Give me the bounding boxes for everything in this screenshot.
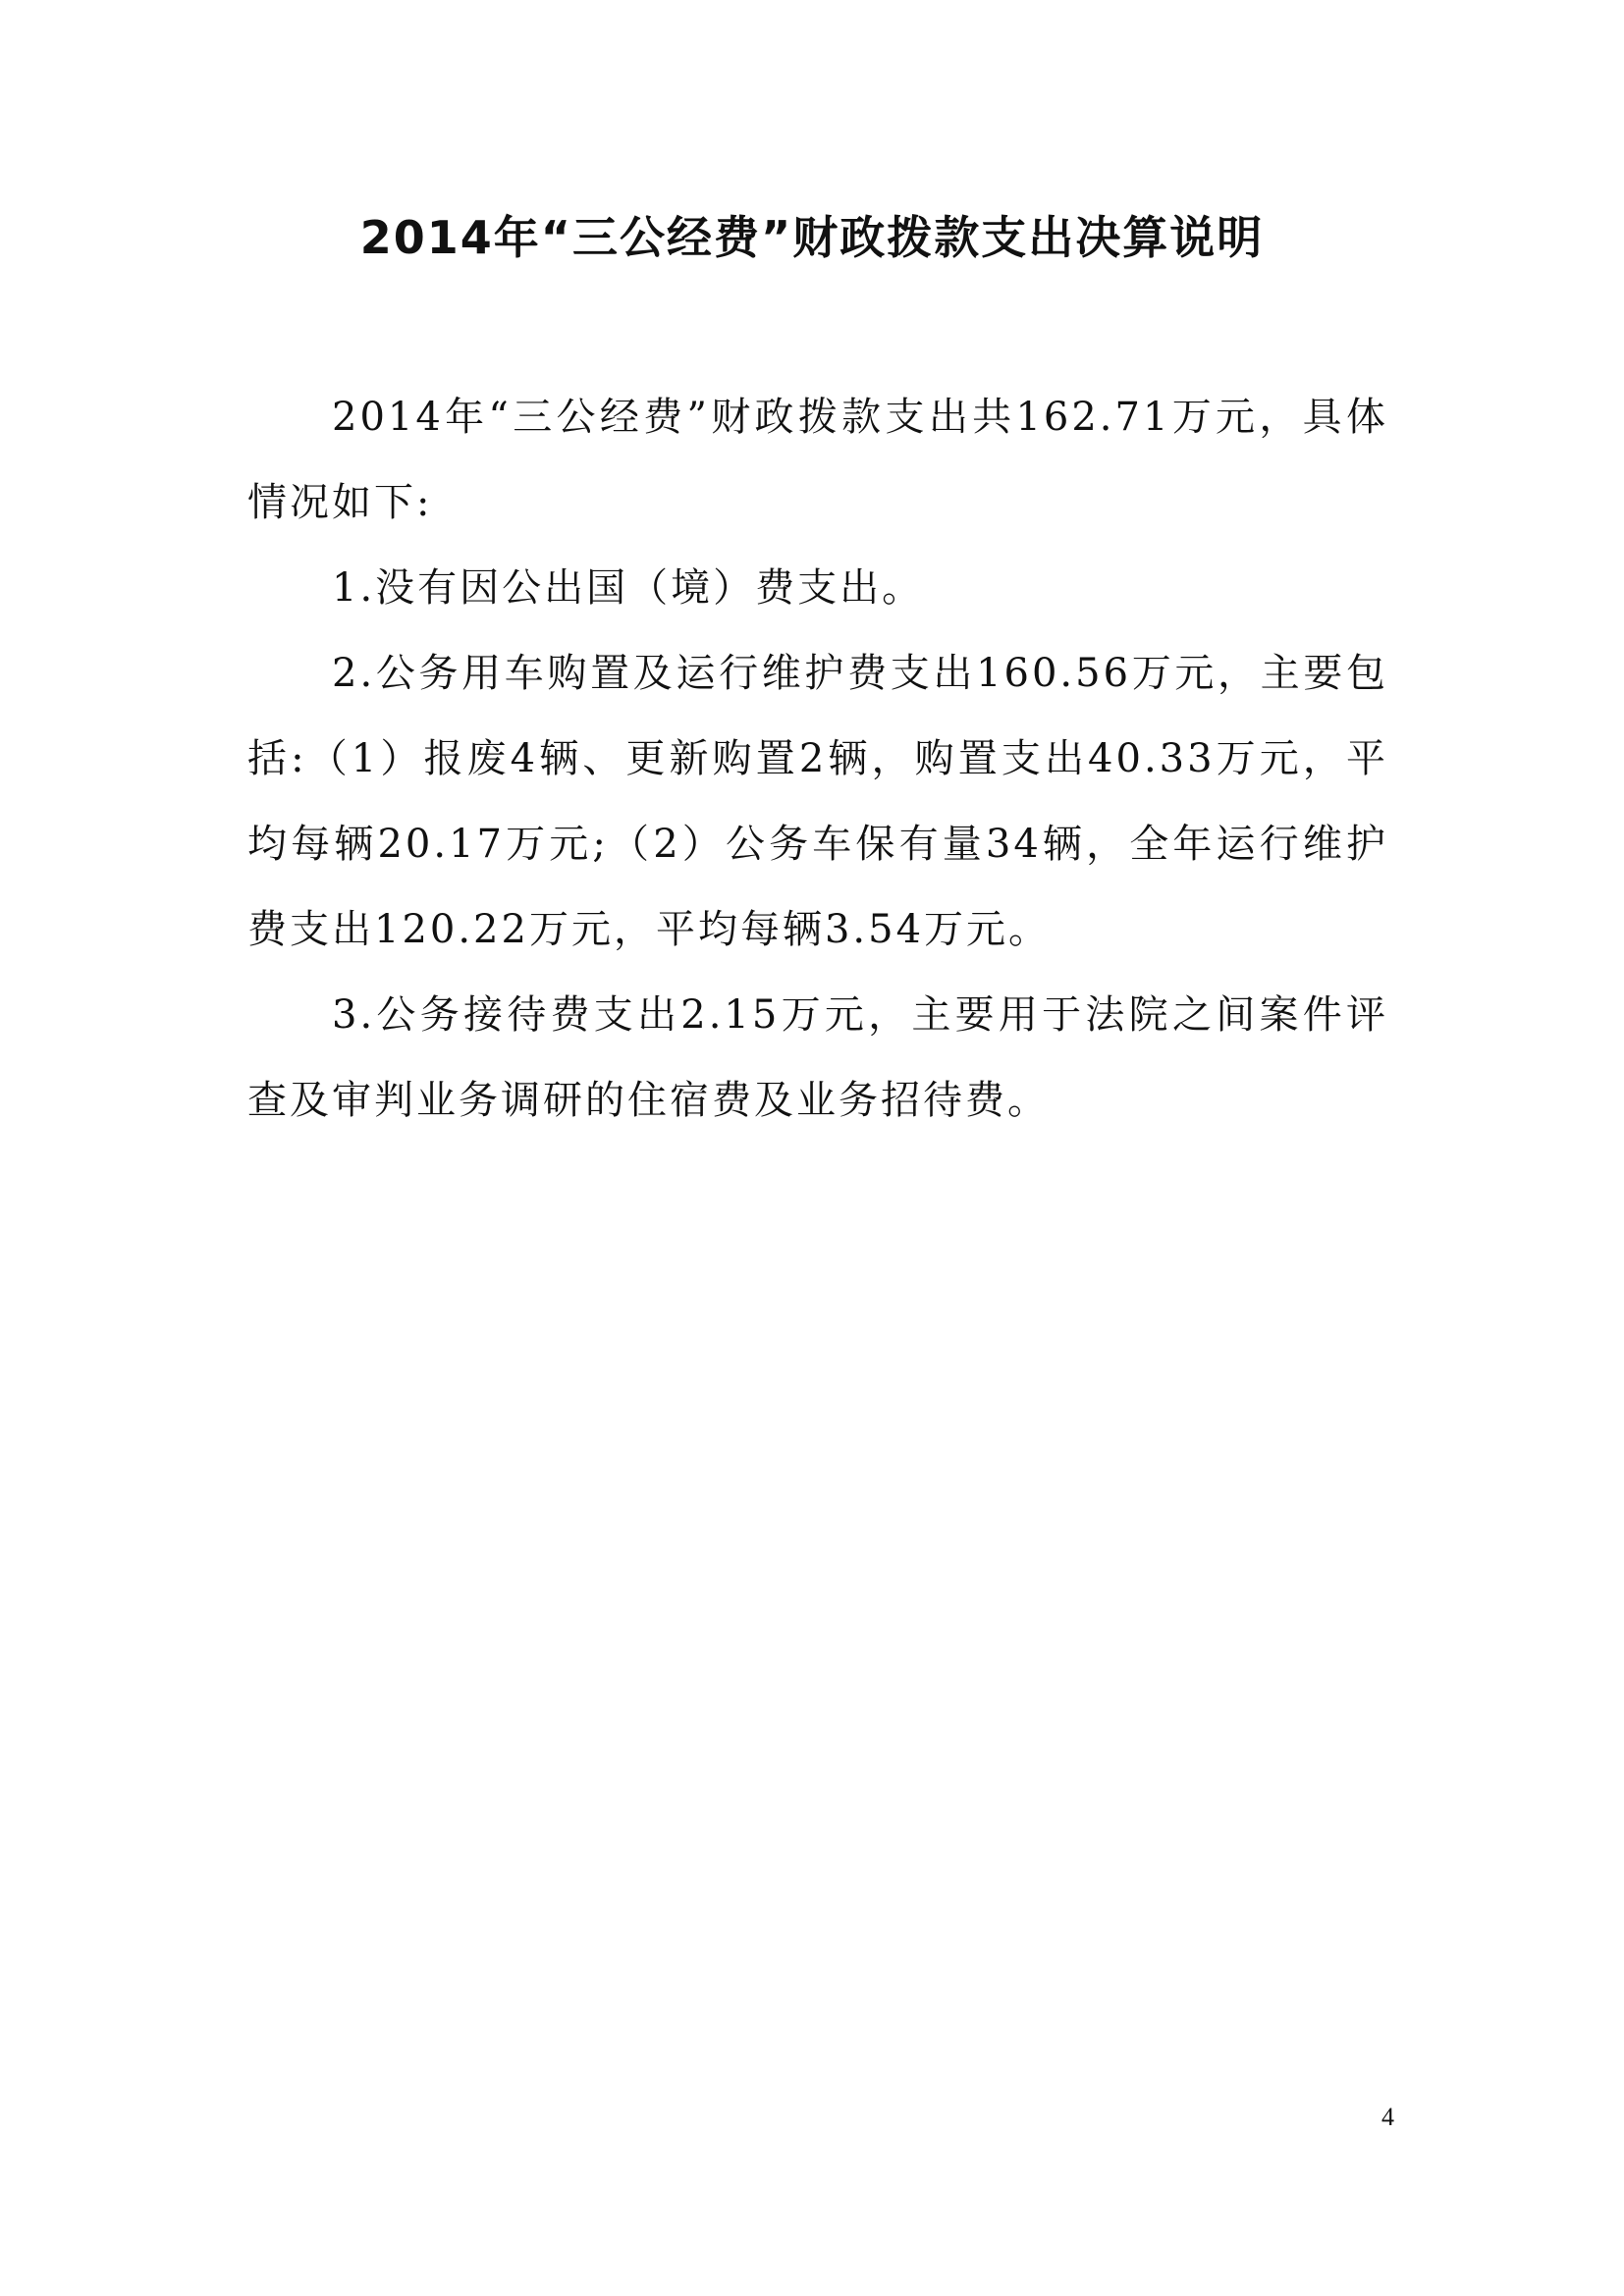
- document-body: [247, 375, 1388, 1144]
- paragraph-item-2: 2.公务用车购置及运行维护费支出160.56万元，主要包括:（1）报废4辆、更新购置2辆，购置支出40.33万元，平均每辆20.17万元;（2）公务车保有量34辆，全年运行维护费支出120.22万元，平均每辆3.54万元。: [247, 651, 1388, 952]
- page-number: 4: [1381, 2103, 1394, 2131]
- paragraph-item-1: 1.没有因公出国（境）费支出。: [332, 565, 925, 611]
- page-title: 2014年“三公经费”财政拨款支出决算说明: [359, 211, 1265, 264]
- paragraph-summary: 2014年“三公经费”财政拨款支出共162.71万元，具体情况如下:: [247, 395, 1388, 525]
- paragraph-item-3: 3.公务接待费支出2.15万元，主要用于法院之间案件评查及审判业务调研的住宿费及业务招待费。: [247, 992, 1388, 1123]
